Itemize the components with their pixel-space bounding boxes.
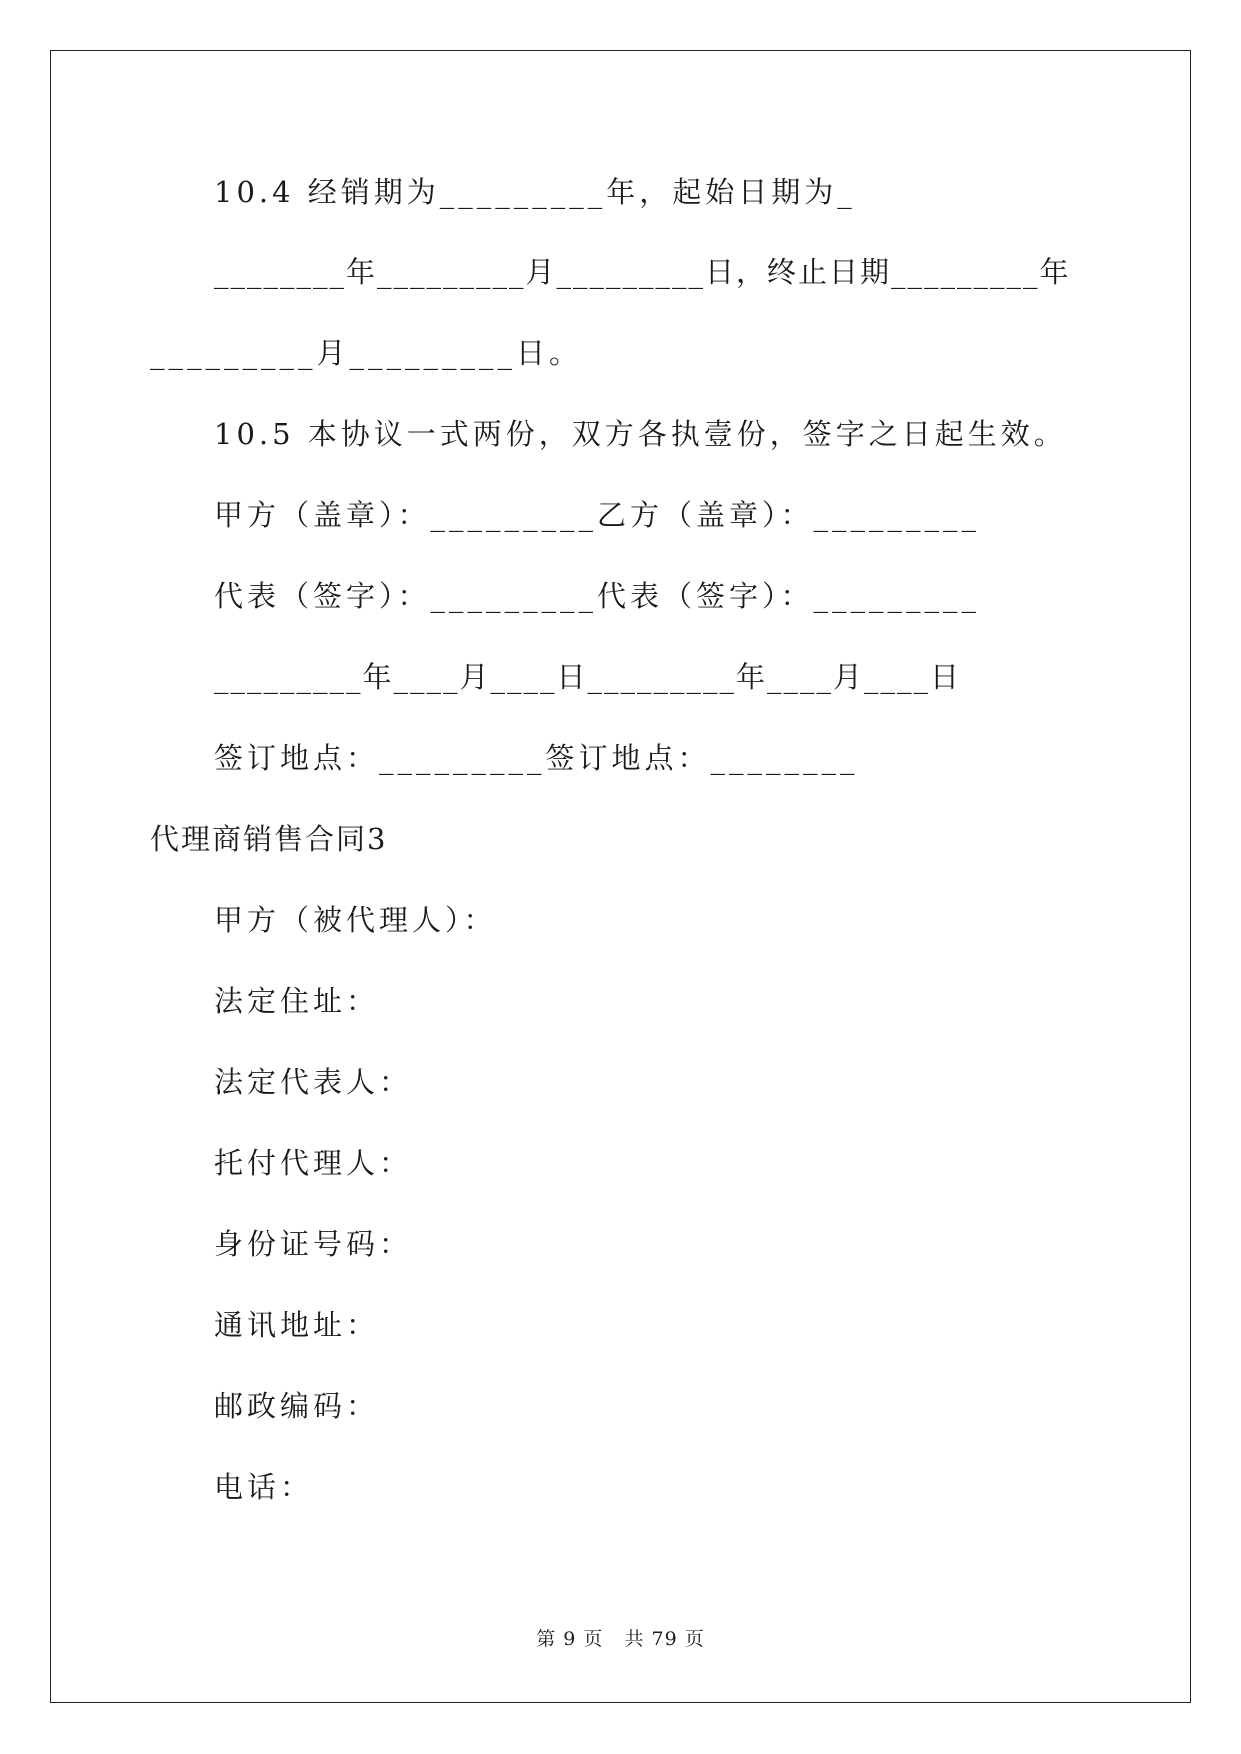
phone-label: 电话： [214,1470,314,1504]
signing-place-line: 签订地点：_________签订地点：________ [214,741,859,775]
party-a-label: 甲方（被代理人）： [214,903,497,937]
clause-10-5: 10.5 本协议一式两份，双方各执壹份，签字之日起生效。 [214,417,1067,451]
postal-code-label: 邮政编码： [214,1389,380,1423]
mailing-address-label: 通讯地址： [214,1308,380,1342]
authorized-agent-label: 托付代理人： [214,1146,413,1180]
id-number-label: 身份证号码： [214,1227,413,1261]
legal-representative-label: 法定代表人： [214,1065,413,1099]
signature-line: 代表（签字）：_________代表（签字）：_________ [214,579,981,613]
date-range-end-line: _________月_________日。 [150,336,583,370]
page-border [50,50,1191,1703]
section-title: 代理商销售合同3 [150,822,388,856]
signing-date-line: _________年____月____日_________年____月____日 [214,660,962,694]
date-range-line: ________年_________月_________日，终止日期_________年 [214,255,1071,289]
seal-line: 甲方（盖章）：_________乙方（盖章）：_________ [214,498,981,532]
clause-10-4: 10.4 经销期为_________年，起始日期为_ [214,175,856,209]
legal-address-label: 法定住址： [214,984,380,1018]
page-number-footer: 第 9 页 共 79 页 [536,1628,705,1650]
